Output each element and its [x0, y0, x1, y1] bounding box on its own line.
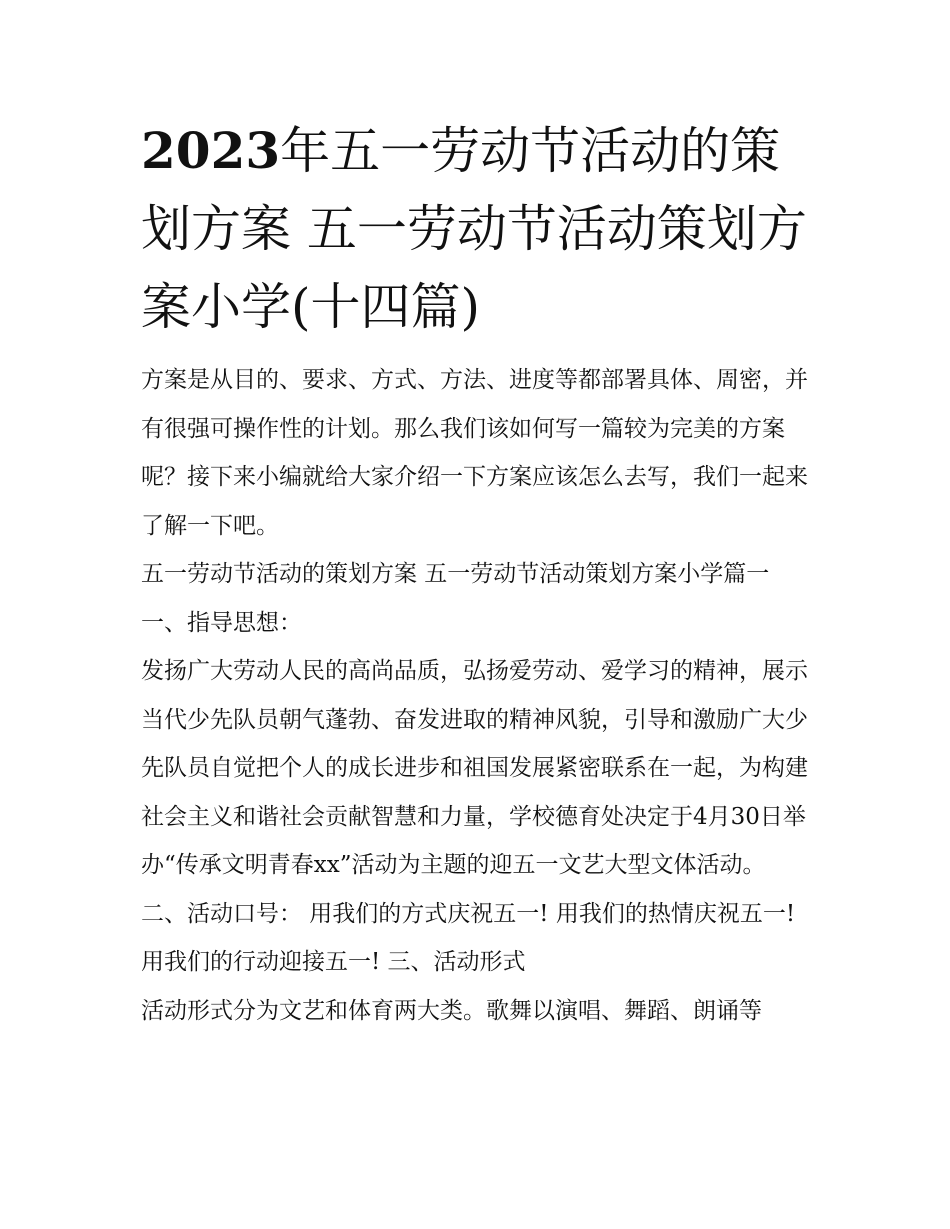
document-body	[141, 356, 813, 1035]
paragraph-slogan: 二、活动口号： 用我们的方式庆祝五一! 用我们的热情庆祝五一! 用我们的行动迎接五一! 三、活动形式	[141, 900, 796, 975]
paragraph-guiding-ideology: 发扬广大劳动人民的高尚品质，弘扬爱劳动、爱学习的精神，展示当代少先队员朝气蓬勃、奋发进取的精神风貌，引导和激励广大少先队员自觉把个人的成长进步和祖国发展紧密联系在一起，为构建社会主义和谐社会贡献智慧和力量，学校德育处决定于4月30日举办“传承文明青春xx”活动为主题的迎五一文艺大型文体活动。	[141, 658, 808, 878]
title-year: 2023	[141, 121, 281, 180]
title-text: 年五一劳动节活动的策划方案 五一劳动节活动策划方案小学(十四篇)	[141, 122, 807, 336]
document-title	[141, 112, 821, 346]
paragraph-section-heading: 五一劳动节活动的策划方案 五一劳动节活动策划方案小学篇一 一、指导思想：	[141, 561, 770, 636]
paragraph-activity-form: 活动形式分为文艺和体育两大类。歌舞以演唱、舞蹈、朗诵等	[141, 997, 762, 1024]
paragraph-intro: 方案是从目的、要求、方式、方法、进度等都部署具体、周密，并有很强可操作性的计划。那么我们该如何写一篇较为完美的方案呢？接下来小编就给大家介绍一下方案应该怎么去写，我们一起来了解一下吧。	[141, 367, 808, 539]
